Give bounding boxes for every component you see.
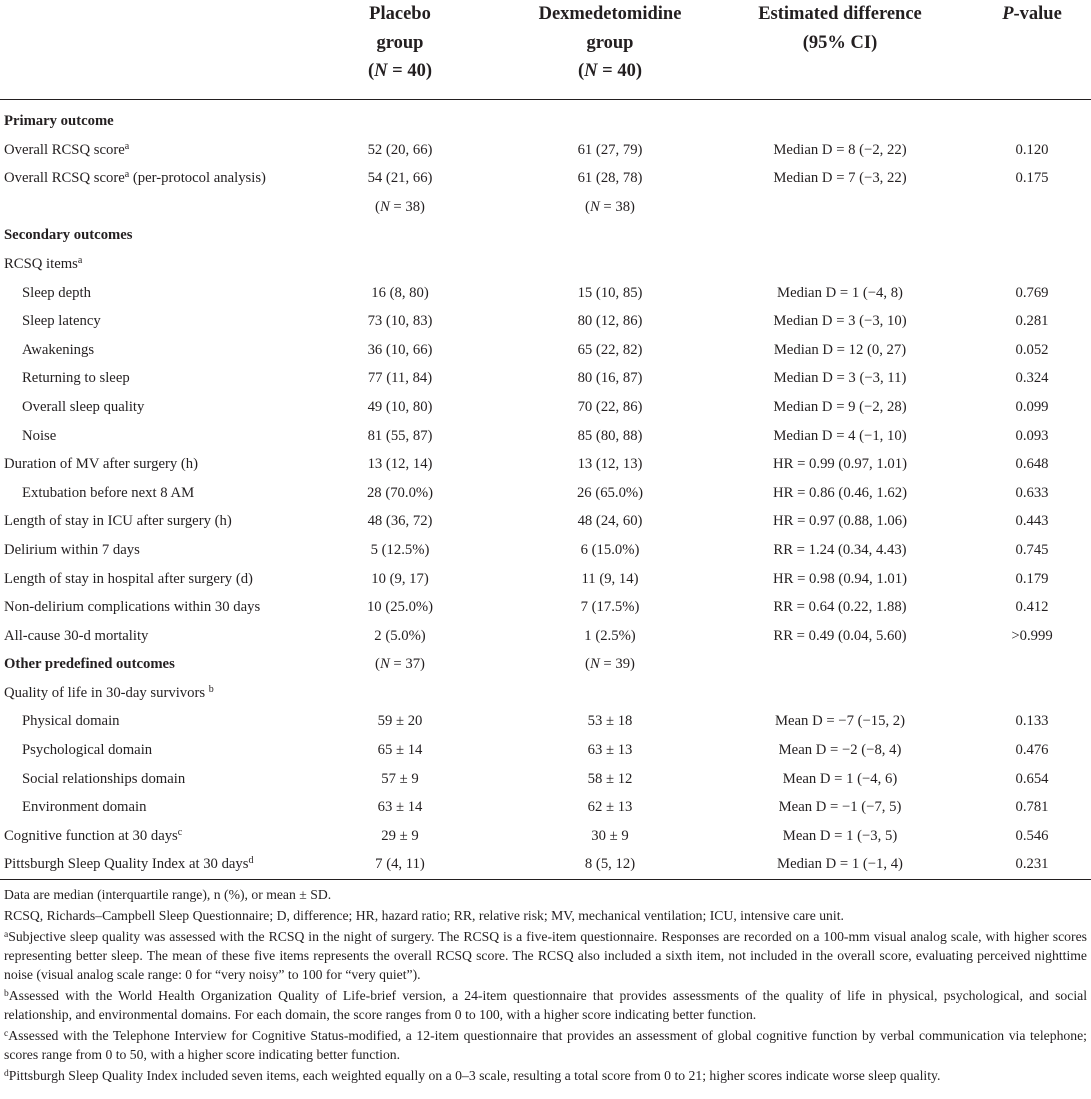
section-row [0,220,1091,249]
placebo-cell: 57 ± 9 [381,770,419,787]
placebo-cell: (N = 38) [375,198,425,215]
dexmedetomidine-cell: 15 (10, 85) [577,284,643,301]
estimated-difference-cell: Mean D = −2 (−8, 4) [778,742,902,759]
placebo-cell: 52 (20, 66) [367,141,433,158]
row-label: Delirium within 7 days [4,541,140,558]
p-value-cell: 0.281 [1015,313,1049,330]
table-row [0,249,1091,278]
p-value-cell: 0.179 [1015,570,1049,587]
footnotes [4,927,1087,1086]
p-value-cell: 0.546 [1015,827,1049,844]
dexmedetomidine-cell: (N = 39) [585,656,635,673]
table-row [0,735,1091,764]
column-header-dexmedetomidine: Dexmedetomidine group (N = 40) [538,4,682,81]
placebo-cell: 63 ± 14 [377,799,423,816]
table-header [0,0,1091,100]
table-top-rule [0,99,1091,100]
p-value-cell: 0.133 [1015,713,1049,730]
placebo-cell: 77 (11, 84) [367,370,433,387]
table-row [0,478,1091,507]
placebo-cell: 10 (9, 17) [371,570,429,587]
table-row [0,849,1091,878]
column-header-placebo: Placebo group (N = 40) [368,4,432,81]
placebo-cell: 29 ± 9 [381,827,419,844]
footnote-b: $^b$Assessed with the World Health Organization Quality of Life-brief version, a 24-item questionnaire that provides assessments of the quality of life in physical, psychological, and social relationship, and environmental domains. For each domain, the score ranges from 0 to 100, with a higher score indicating better function. [4,987,1087,1023]
row-label: Secondary outcomes [4,227,133,244]
p-value-cell: 0.648 [1015,456,1049,473]
row-label: RCSQ items$^a$ [4,254,83,272]
row-label: Physical domain [22,713,120,730]
estimated-difference-cell: HR = 0.98 (0.94, 1.01) [773,570,907,587]
row-label: Quality of life in 30-day survivors $^b$ [4,683,214,701]
estimated-difference-cell: Median D = 4 (−1, 10) [773,427,907,444]
placebo-cell: 65 ± 14 [377,742,423,759]
row-label: Length of stay in ICU after surgery (h) [4,513,232,530]
p-value-cell: 0.093 [1015,427,1049,444]
row-label: Cognitive function at 30 days$^c$ [4,826,183,844]
estimated-difference-cell: Mean D = −1 (−7, 5) [778,799,902,816]
p-value-cell: 0.175 [1015,170,1049,187]
data-note: Data are median (interquartile range), n (%), or mean ± SD. [4,887,332,902]
placebo-cell: (N = 37) [375,656,425,673]
estimated-difference-cell: Mean D = 1 (−3, 5) [782,827,898,844]
row-label: Overall RCSQ score$^a$ (per-protocol analysis) [4,169,266,187]
table-notes [4,885,1087,1087]
row-label: Overall RCSQ score$^a$ [4,140,130,158]
table-row [0,821,1091,850]
placebo-cell: 10 (25.0%) [366,599,434,616]
dexmedetomidine-cell: 65 (22, 82) [577,341,643,358]
estimated-difference-cell: RR = 0.64 (0.22, 1.88) [773,599,907,616]
dexmedetomidine-cell: 30 ± 9 [591,827,629,844]
estimated-difference-cell: Median D = 8 (−2, 22) [773,141,907,158]
dexmedetomidine-cell: 80 (16, 87) [577,370,643,387]
estimated-difference-cell: HR = 0.86 (0.46, 1.62) [773,484,907,501]
row-label: Non-delirium complications within 30 days [4,599,261,616]
table-row [0,135,1091,164]
estimated-difference-cell: HR = 0.99 (0.97, 1.01) [773,456,907,473]
row-label: All-cause 30-d mortality [4,627,149,644]
estimated-difference-cell: Median D = 12 (0, 27) [773,341,907,358]
table-row [0,278,1091,307]
table-body [0,106,1091,878]
table-row [0,506,1091,535]
p-value-cell: 0.412 [1015,599,1049,616]
placebo-cell: 13 (12, 14) [367,456,433,473]
placebo-cell: 2 (5.0%) [374,627,426,644]
dexmedetomidine-cell: 62 ± 13 [587,799,633,816]
dexmedetomidine-cell: 53 ± 18 [587,713,633,730]
p-value-cell: 0.745 [1015,541,1049,558]
table-row [0,592,1091,621]
row-label: Sleep latency [22,313,101,330]
row-label: Psychological domain [22,742,153,759]
row-label: Pittsburgh Sleep Quality Index at 30 days$^d$ [4,855,254,873]
placebo-cell: 59 ± 20 [377,713,423,730]
p-value-cell: 0.769 [1015,284,1049,301]
table-row [0,421,1091,450]
table-row [0,306,1091,335]
row-label: Extubation before next 8 AM [22,484,195,501]
table-row [0,564,1091,593]
table-row [0,335,1091,364]
p-value-cell: >0.999 [1011,627,1053,644]
placebo-cell: 7 (4, 11) [375,856,425,873]
dexmedetomidine-cell: 58 ± 12 [587,770,633,787]
table-row [0,363,1091,392]
p-value-cell: 0.099 [1015,398,1049,415]
dexmedetomidine-cell: 48 (24, 60) [577,513,643,530]
dexmedetomidine-cell: 80 (12, 86) [577,313,643,330]
estimated-difference-cell: Median D = 3 (−3, 10) [773,313,907,330]
estimated-difference-cell: RR = 0.49 (0.04, 5.60) [773,627,907,644]
dexmedetomidine-cell: 63 ± 13 [587,742,633,759]
table-row [0,163,1091,192]
dexmedetomidine-cell: 6 (15.0%) [580,541,640,558]
p-value-cell: 0.324 [1015,370,1049,387]
table-row [0,192,1091,221]
dexmedetomidine-cell: 61 (27, 79) [577,141,643,158]
footnote-c: $^c$Assessed with the Telephone Interview for Cognitive Status-modified, a 12-item questionnaire that provides an assessment of global cognitive function by verbal communication via telephone; scores range from 0 to 50, with a higher score indicating better function. [4,1028,1087,1063]
row-label: Overall sleep quality [22,398,145,415]
placebo-cell: 54 (21, 66) [367,170,433,187]
row-label: Other predefined outcomes [4,656,175,673]
estimated-difference-cell: Median D = 3 (−3, 11) [773,370,907,387]
column-header-p-value: P-value [1002,4,1062,24]
p-value-cell: 0.654 [1015,770,1049,787]
row-label: Duration of MV after surgery (h) [4,456,199,473]
table-row [0,792,1091,821]
column-header-estimated-difference: Estimated difference (95% CI) [758,4,922,53]
dexmedetomidine-cell: 8 (5, 12) [584,856,636,873]
estimated-difference-cell: Median D = 1 (−1, 4) [777,856,903,873]
table-row [0,449,1091,478]
placebo-cell: 36 (10, 66) [367,341,433,358]
estimated-difference-cell: RR = 1.24 (0.34, 4.43) [773,541,907,558]
table-bottom-rule [0,879,1091,880]
dexmedetomidine-cell: 85 (80, 88) [577,427,643,444]
p-value-cell: 0.231 [1015,856,1049,873]
table-row [0,392,1091,421]
dexmedetomidine-cell: 13 (12, 13) [577,456,643,473]
row-label: Social relationships domain [22,770,186,787]
dexmedetomidine-cell: (N = 38) [585,198,635,215]
placebo-cell: 49 (10, 80) [367,398,433,415]
estimated-difference-cell: Mean D = 1 (−4, 6) [782,770,898,787]
row-label: Sleep depth [22,284,91,301]
p-value-cell: 0.476 [1015,742,1049,759]
placebo-cell: 28 (70.0%) [366,484,434,501]
estimated-difference-cell: Median D = 7 (−3, 22) [773,170,907,187]
placebo-cell: 16 (8, 80) [371,284,429,301]
footnote-a: $^a$Subjective sleep quality was assessed with the RCSQ in the night of surgery. The RCSQ is a five-item questionnaire. Responses are recorded on a 100-mm visual analog scale, with higher scores representing better sleep. The mean of these five items represents the overall RCSQ score. The RCSQ also included a sixth item, not included in the overall score, evaluating perceived nighttime noise (visual analog scale range: 0 for “very noisy” to 100 for “very quiet”). [4,928,1087,983]
estimated-difference-cell: Median D = 1 (−4, 8) [777,284,903,301]
p-value-cell: 0.443 [1015,513,1049,530]
p-value-cell: 0.781 [1015,799,1049,816]
dexmedetomidine-cell: 1 (2.5%) [584,627,636,644]
placebo-cell: 81 (55, 87) [367,427,433,444]
section-row [0,106,1091,135]
dexmedetomidine-cell: 26 (65.0%) [576,484,644,501]
footnote-d: $^d$Pittsburgh Sleep Quality Index included seven items, each weighted equally on a 0–3 scale, resulting a total score from 0 to 21; higher scores indicate worse sleep quality. [4,1068,941,1084]
table-row [0,764,1091,793]
section-row [0,649,1091,678]
row-label: Noise [22,427,57,444]
placebo-cell: 48 (36, 72) [367,513,433,530]
p-value-cell: 0.120 [1015,141,1049,158]
dexmedetomidine-cell: 70 (22, 86) [577,398,643,415]
row-label: Awakenings [22,341,95,358]
placebo-cell: 5 (12.5%) [370,541,430,558]
dexmedetomidine-cell: 61 (28, 78) [577,170,643,187]
table-row [0,535,1091,564]
abbreviations-note: RCSQ, Richards–Campbell Sleep Questionnaire; D, difference; HR, hazard ratio; RR, relative risk; MV, mechanical ventilation; ICU, intensive care unit. [4,907,844,923]
table-row [0,678,1091,707]
dexmedetomidine-cell: 11 (9, 14) [581,570,639,587]
table-row [0,706,1091,735]
row-label: Environment domain [22,799,147,816]
p-value-cell: 0.052 [1015,341,1049,358]
estimated-difference-cell: HR = 0.97 (0.88, 1.06) [773,513,907,530]
row-label: Length of stay in hospital after surgery (d) [4,570,253,587]
row-label: Returning to sleep [22,370,130,387]
table-row [0,621,1091,650]
placebo-cell: 73 (10, 83) [367,313,433,330]
dexmedetomidine-cell: 7 (17.5%) [580,599,640,616]
p-value-cell: 0.633 [1015,484,1049,501]
row-label: Primary outcome [4,113,114,129]
estimated-difference-cell: Mean D = −7 (−15, 2) [774,713,906,730]
estimated-difference-cell: Median D = 9 (−2, 28) [773,398,907,415]
